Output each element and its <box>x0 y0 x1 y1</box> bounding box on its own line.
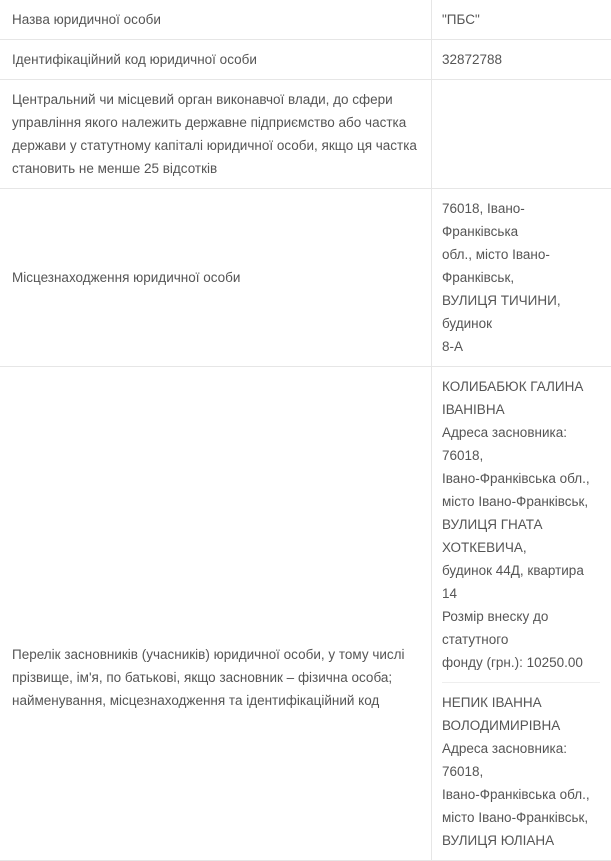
founder-line: місто Івано-Франківськ, <box>442 490 600 513</box>
founder-line: КОЛИБАБЮК ГАЛИНА <box>442 375 600 398</box>
founder-line: Івано-Франківська обл., <box>442 783 600 806</box>
location-label: Місцезнаходження юридичної особи <box>0 189 432 367</box>
founder-line: НЕПИК ІВАННА <box>442 691 600 714</box>
founders-label-line: найменування, місцезнаходження та ідентифікаційний код <box>12 689 421 712</box>
row-founders <box>0 367 611 861</box>
governing-authority-label-line: управління якого належить державне підприємство або частка <box>12 111 421 134</box>
location-value-line: 76018, Івано-Франківська <box>442 197 600 243</box>
founder-entry <box>442 683 600 860</box>
founder-line: Розмір внеску до статутного <box>442 605 600 651</box>
founder-line: ВОЛОДИМИРІВНА <box>442 714 600 737</box>
entity-name-label: Назва юридичної особи <box>0 0 432 40</box>
governing-authority-label-line: держави у статутному капіталі юридичної особи, якщо ця частка <box>12 134 421 157</box>
governing-authority-label-line: становить не менше 25 відсотків <box>12 157 421 180</box>
founder-line: ВУЛИЦЯ ГНАТА ХОТКЕВИЧА, <box>442 513 600 559</box>
founders-label-line: Перелік засновників (учасників) юридичної особи, у тому числі <box>12 643 421 666</box>
founders-list <box>432 367 611 861</box>
row-identification-code <box>0 40 611 80</box>
identification-code-value: 32872788 <box>432 40 611 80</box>
row-entity-name <box>0 0 611 40</box>
row-governing-authority <box>0 80 611 189</box>
founder-line: фонду (грн.): 10250.00 <box>442 651 600 674</box>
governing-authority-value <box>432 80 611 189</box>
founder-line: Адреса засновника: 76018, <box>442 737 600 783</box>
location-value <box>432 189 611 367</box>
location-value-line: обл., місто Івано-Франківськ, <box>442 243 600 289</box>
location-value-line: 8-А <box>442 335 600 358</box>
founder-line: ВУЛИЦЯ ЮЛІАНА <box>442 829 600 852</box>
location-value-line: ВУЛИЦЯ ТИЧИНИ, будинок <box>442 289 600 335</box>
row-location <box>0 189 611 367</box>
governing-authority-label <box>0 80 432 189</box>
identification-code-label: Ідентифікаційний код юридичної особи <box>0 40 432 80</box>
entity-name-value: "ПБС" <box>432 0 611 40</box>
founder-line: будинок 44Д, квартира 14 <box>442 559 600 605</box>
founders-label-line: прізвище, ім'я, по батькові, якщо засновник – фізична особа; <box>12 666 421 689</box>
founders-label <box>0 367 432 861</box>
founder-entry <box>442 367 600 683</box>
founder-line: Адреса засновника: 76018, <box>442 421 600 467</box>
founder-line: Івано-Франківська обл., <box>442 467 600 490</box>
founder-line: місто Івано-Франківськ, <box>442 806 600 829</box>
founder-line: ІВАНІВНА <box>442 398 600 421</box>
governing-authority-label-line: Центральний чи місцевий орган виконавчої влади, до сфери <box>12 88 421 111</box>
